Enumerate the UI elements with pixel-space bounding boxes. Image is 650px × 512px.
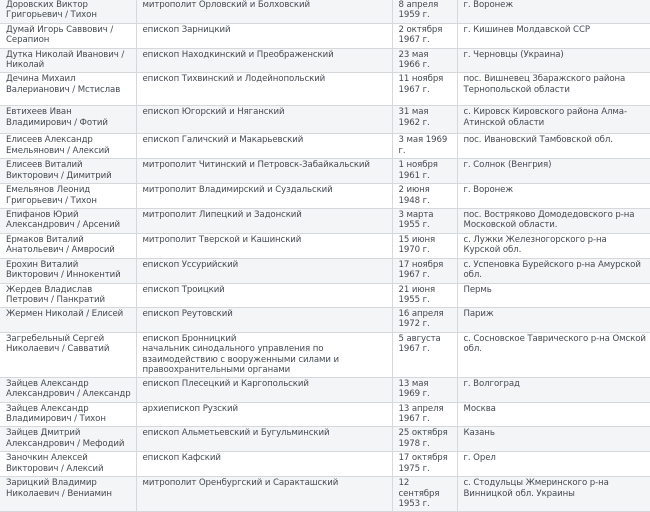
title-cell (136, 378, 392, 403)
date-text: 21 июня 1955 г. (398, 284, 436, 306)
birthplace-cell (457, 134, 650, 159)
title-text: епископ Альметьевский и Бугульминский (142, 428, 330, 439)
birthplace-text: Париж (463, 309, 494, 320)
birthplace-text: с. Стодульцы Жмеринского р-на Винницкой обл. Украины (463, 478, 609, 499)
name-text: Зайцев Дмитрий Александрович / Мефодий (6, 428, 125, 449)
name-text: Думай Игорь Саввович / Серапион (6, 25, 114, 46)
date-cell (392, 378, 457, 403)
title-text: митрополит Орловский и Болховский (142, 0, 310, 10)
date-cell (392, 106, 457, 134)
name-text: Зарицкий Владимир Николаевич / Вениамин (6, 478, 112, 499)
name-text: Дечина Михаил Валерианович / Мстислав (6, 74, 121, 95)
name-text: Елисеев Александр Емельянович / Алексий (6, 135, 110, 156)
date-text: 8 апреля 1959 г. (398, 0, 439, 21)
date-cell (392, 427, 457, 452)
name-text: Жердев Владислав Петрович / Панкратий (6, 284, 105, 306)
title-text: епископ Югорский и Няганский (142, 107, 285, 118)
table-row (0, 233, 650, 258)
table-row (0, 308, 650, 333)
birthplace-cell (457, 477, 650, 512)
title-cell (136, 308, 392, 333)
date-cell (392, 208, 457, 233)
birthplace-text: г. Черновцы (Украина) (463, 50, 564, 60)
date-text: 31 мая 1962 г. (398, 107, 430, 128)
table-row (0, 333, 650, 378)
name-cell (0, 106, 136, 134)
birthplace-cell (457, 159, 650, 184)
title-cell (136, 403, 392, 427)
table-row (0, 0, 650, 24)
title-text: епископ Троицкий (142, 284, 225, 295)
date-cell (392, 308, 457, 333)
cell-line: начальник синодального управления по взаимодействию с вооруженными силами и правоохранительными органами (142, 344, 339, 375)
title-cell (136, 452, 392, 477)
birthplace-text: с. Лужки Железногорского р-на Курской обл. (463, 234, 607, 256)
name-text: Загребельный Сергей Николаевич / Савватий (6, 334, 110, 355)
title-text: митрополит Тверской и Кашинский (142, 234, 302, 245)
title-text: епископ Тихвинский и Лодейнопольский (142, 74, 326, 85)
birthplace-cell (457, 258, 650, 283)
birthplace-cell (457, 403, 650, 427)
table-row (0, 208, 650, 233)
title-text: епископ Находкинский и Преображенский (142, 50, 334, 60)
title-cell (136, 24, 392, 49)
table-row (0, 378, 650, 403)
title-cell (136, 233, 392, 258)
title-cell (136, 427, 392, 452)
name-cell (0, 477, 136, 512)
title-cell (136, 208, 392, 233)
date-text: 23 мая 1966 г. (398, 50, 430, 71)
table-row (0, 73, 650, 106)
name-text: Евтихеев Иван Владимирович / Фотий (6, 107, 108, 128)
date-text: 1 ноября 1961 г. (398, 160, 438, 181)
title-text: епископ Плесецкий и Каргопольский (142, 379, 309, 390)
name-cell (0, 378, 136, 403)
name-cell (0, 0, 136, 24)
birthplace-text: Пермь (463, 284, 492, 295)
date-text: 13 апреля 1967 г. (398, 404, 444, 425)
title-text: епископ Реутовский (142, 309, 233, 320)
date-cell (392, 134, 457, 159)
name-text: Доровских Виктор Григорьевич / Тихон (6, 0, 97, 21)
date-cell (392, 233, 457, 258)
title-text: епископ Уссурийский (142, 259, 239, 270)
date-cell (392, 283, 457, 307)
title-text: митрополит Читинский и Петровск-Забайкальский (142, 160, 370, 171)
table-row (0, 184, 650, 208)
name-cell (0, 452, 136, 477)
birthplace-text: г. Воронеж (463, 185, 513, 196)
birthplace-cell (457, 427, 650, 452)
birthplace-cell (457, 233, 650, 258)
name-text: Дутка Николай Иванович / Николай (6, 50, 125, 71)
title-cell (136, 159, 392, 184)
date-cell (392, 159, 457, 184)
date-text: 25 октября 1978 г. (398, 428, 448, 449)
name-cell (0, 73, 136, 106)
title-cell (136, 134, 392, 159)
title-cell (136, 106, 392, 134)
birthplace-cell (457, 24, 650, 49)
date-cell (392, 258, 457, 283)
date-text: 11 ноября 1967 г. (398, 74, 444, 95)
table-row (0, 452, 650, 477)
name-text: Зайцев Александр Александрович / Александр (6, 379, 131, 400)
title-cell (136, 73, 392, 106)
title-text: митрополит Оренбургский и Саракташский (142, 478, 339, 489)
date-cell (392, 0, 457, 24)
title-text: епископ Зарницкий (142, 25, 231, 35)
date-text: 13 мая 1969 г. (398, 379, 430, 400)
birthplace-text: с. Сосновское Таврического р-на Омской обл. (463, 334, 646, 355)
date-text: 12 сентября 1953 г. (398, 478, 440, 509)
birthplace-text: пос. Вишневец Збаражского района Тернопольской области (463, 74, 626, 95)
title-text: архиепископ Рузский (142, 404, 238, 415)
title-cell (136, 477, 392, 512)
title-text: епископ Галичский и Макарьевский (142, 135, 304, 146)
table-row (0, 24, 650, 49)
birthplace-text: Москва (463, 404, 496, 415)
title-text: епископ Кафский (142, 453, 221, 464)
birthplace-text: пос. Ивановский Тамбовской обл. (463, 135, 613, 146)
date-text: 5 августа 1967 г. (398, 334, 441, 355)
date-cell (392, 403, 457, 427)
table-row (0, 106, 650, 134)
birthplace-cell (457, 106, 650, 134)
date-text: 3 марта 1955 г. (398, 209, 434, 231)
date-cell (392, 24, 457, 49)
birthplace-text: Казань (463, 428, 495, 439)
birthplace-cell (457, 283, 650, 307)
birthplace-cell (457, 208, 650, 233)
date-cell (392, 477, 457, 512)
date-cell (392, 333, 457, 378)
name-cell (0, 403, 136, 427)
name-cell (0, 24, 136, 49)
title-cell (136, 0, 392, 24)
name-cell (0, 159, 136, 184)
title-cell (136, 258, 392, 283)
birthplace-cell (457, 333, 650, 378)
date-text: 2 июня 1948 г. (398, 185, 430, 206)
date-text: 2 октября 1967 г. (398, 25, 443, 46)
table-row (0, 283, 650, 307)
date-cell (392, 452, 457, 477)
birthplace-text: г. Солнок (Венгрия) (463, 160, 552, 171)
birthplace-cell (457, 49, 650, 73)
table-row (0, 159, 650, 184)
title-text (143, 334, 388, 375)
name-text: Ермаков Виталий Анатольевич / Амвросий (6, 234, 115, 256)
date-cell (392, 73, 457, 106)
birthplace-cell (457, 73, 650, 106)
title-cell (136, 333, 392, 378)
title-text: митрополит Владимирский и Суздальский (142, 185, 333, 196)
birthplace-text: г. Кишинев Молдавской ССР (463, 25, 590, 35)
title-cell (136, 49, 392, 73)
birthplace-text: г. Орел (463, 453, 496, 464)
name-text: Емельянов Леонид Григорьевич / Тихон (6, 185, 97, 206)
table-row (0, 427, 650, 452)
name-cell (0, 184, 136, 208)
date-cell (392, 184, 457, 208)
name-cell (0, 308, 136, 333)
name-text: Заночкин Алексей Викторович / Алексий (6, 453, 104, 474)
birthplace-cell (457, 308, 650, 333)
name-text: Елисеев Виталий Викторович / Димитрий (6, 160, 112, 181)
birthplace-text: г. Воронеж (463, 0, 513, 10)
date-text: 15 июня 1970 г. (398, 234, 436, 256)
table-row (0, 258, 650, 283)
table-row (0, 49, 650, 73)
date-text: 17 октября 1975 г. (398, 453, 448, 474)
table-row (0, 134, 650, 159)
name-cell (0, 208, 136, 233)
name-text: Ерохин Виталий Викторович / Иннокентий (6, 259, 121, 281)
table-row (0, 477, 650, 512)
birthplace-text: г. Волгоград (463, 379, 520, 390)
name-cell (0, 49, 136, 73)
name-cell (0, 333, 136, 378)
birthplace-text: пос. Востряково Домодедовского р-на Московской области. (463, 209, 635, 231)
date-cell (392, 49, 457, 73)
cell-line: епископ Бронницкий (142, 334, 237, 345)
birthplace-cell (457, 452, 650, 477)
name-text: Епифанов Юрий Александрович / Арсений (6, 209, 121, 231)
name-text: Зайцев Александр Владимирович / Тихон (6, 404, 106, 425)
title-cell (136, 283, 392, 307)
title-cell (136, 184, 392, 208)
name-cell (0, 427, 136, 452)
name-cell (0, 233, 136, 258)
name-cell (0, 283, 136, 307)
name-cell (0, 134, 136, 159)
birthplace-cell (457, 184, 650, 208)
date-text: 16 апреля 1972 г. (398, 309, 444, 330)
birthplace-cell (457, 378, 650, 403)
table-row (0, 403, 650, 427)
birthplace-text: с. Успеновка Бурейского р-на Амурской обл. (463, 259, 641, 281)
date-text: 17 ноября 1967 г. (398, 259, 444, 281)
birthplace-text: с. Кировск Кировского района Алма-Атинской области (463, 107, 627, 128)
name-text: Жермен Николай / Елисей (6, 309, 124, 320)
date-text: 3 мая 1969 г. (398, 135, 448, 156)
name-cell (0, 258, 136, 283)
title-text: митрополит Липецкий и Задонский (142, 209, 302, 220)
birthplace-cell (457, 0, 650, 24)
